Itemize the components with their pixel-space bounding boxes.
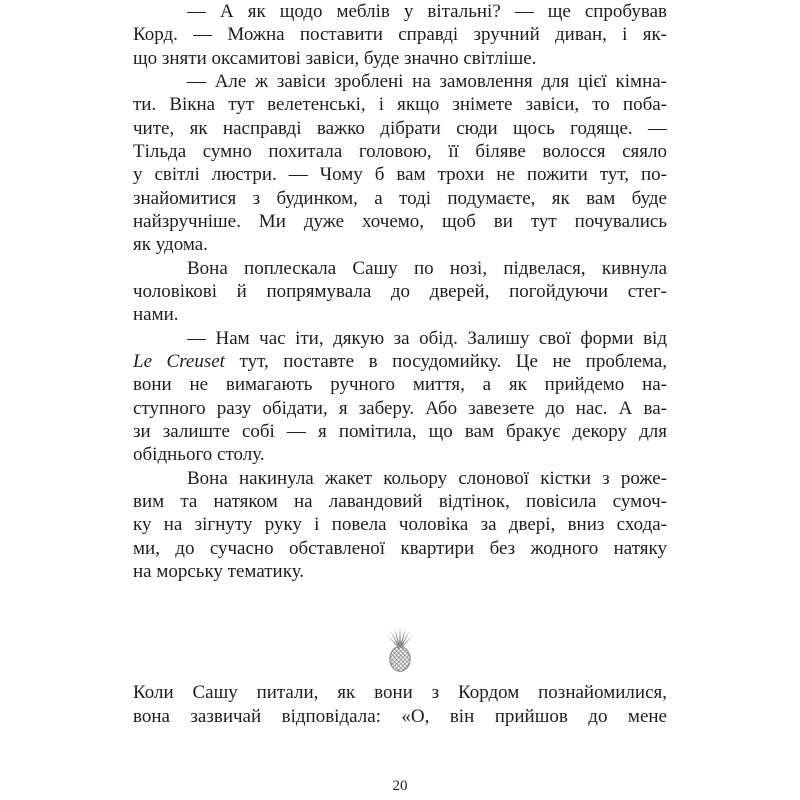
section-divider	[384, 626, 416, 672]
text-line: ми, до сучасно обставленої квартири без жодного натяку	[133, 537, 667, 559]
text-line: зи залиште собі — я помітила, що вам бракує декору для	[133, 420, 667, 442]
text-line: чоловікові й попрямувала до дверей, погойдуючи стег-	[133, 280, 667, 302]
text-line: Вона поплескала Сашу по нозі, підвелася, кивнула	[187, 257, 667, 279]
text-line: у світлі люстри. — Чому б вам трохи не пожити тут, по-	[133, 164, 667, 186]
text-line: Le Creuset тут, поставте в посудомийку. Це не проблема,	[133, 350, 668, 372]
closing-text-block	[133, 681, 667, 728]
text-line: ку на зігнуту руку і повела чоловіка за двері, вниз схода-	[133, 514, 667, 536]
text-line: як удома.	[133, 234, 208, 256]
text-line: вим та натяком на лавандовий відтінок, повісила сумоч-	[133, 490, 667, 512]
text-line: Вона накинула жакет кольору слонової кістки з роже-	[187, 467, 667, 489]
text-line: — Нам час іти, дякую за обід. Залишу свої форми від	[187, 327, 667, 349]
text-line: що зняти оксамитові завіси, буде значно світліше.	[133, 47, 537, 69]
text-line: ступного разу обідати, я заберу. Або завезете до нас. А ва-	[133, 397, 667, 419]
pineapple-icon	[384, 626, 416, 672]
text-line: на морську тематику.	[133, 560, 305, 582]
text-line: Коли Сашу питали, як вони з Кордом познайомилися,	[133, 682, 667, 704]
italic-brand-text: Le Creuset	[133, 350, 225, 372]
text-line: ти. Вікна тут велетенські, і якщо знімете завіси, то поба-	[133, 94, 667, 116]
text-line: Корд. — Можна поставити справді зручний диван, і як-	[133, 24, 667, 46]
text-line: обіднього столу.	[133, 444, 265, 466]
text-line: — А як щодо меблів у вітальні? — ще спробував	[187, 1, 667, 22]
text-line: Тільда сумно похитала головою, її біляве волосся сяяло	[133, 140, 667, 162]
text-line: вони не вимагають ручного миття, а як прийдемо на-	[133, 374, 667, 396]
page-number: 20	[392, 778, 408, 794]
text-line: чите, як насправді важко дібрати сюди щось годяще. —	[133, 117, 667, 139]
main-text-block	[133, 0, 667, 583]
text-line: найзручніше. Ми дуже хочемо, щоб ви тут почувались	[133, 210, 667, 232]
text-line: знайомитися з будинком, а тоді подумаєте, як вам буде	[133, 187, 667, 209]
text-line: — Але ж завіси зроблені на замовлення для цієї кімна-	[187, 70, 667, 92]
text-line: нами.	[133, 304, 179, 326]
text-line: вона зазвичай відповідала: «О, він прийшов до мене	[133, 705, 667, 727]
page-text-column	[133, 0, 667, 728]
